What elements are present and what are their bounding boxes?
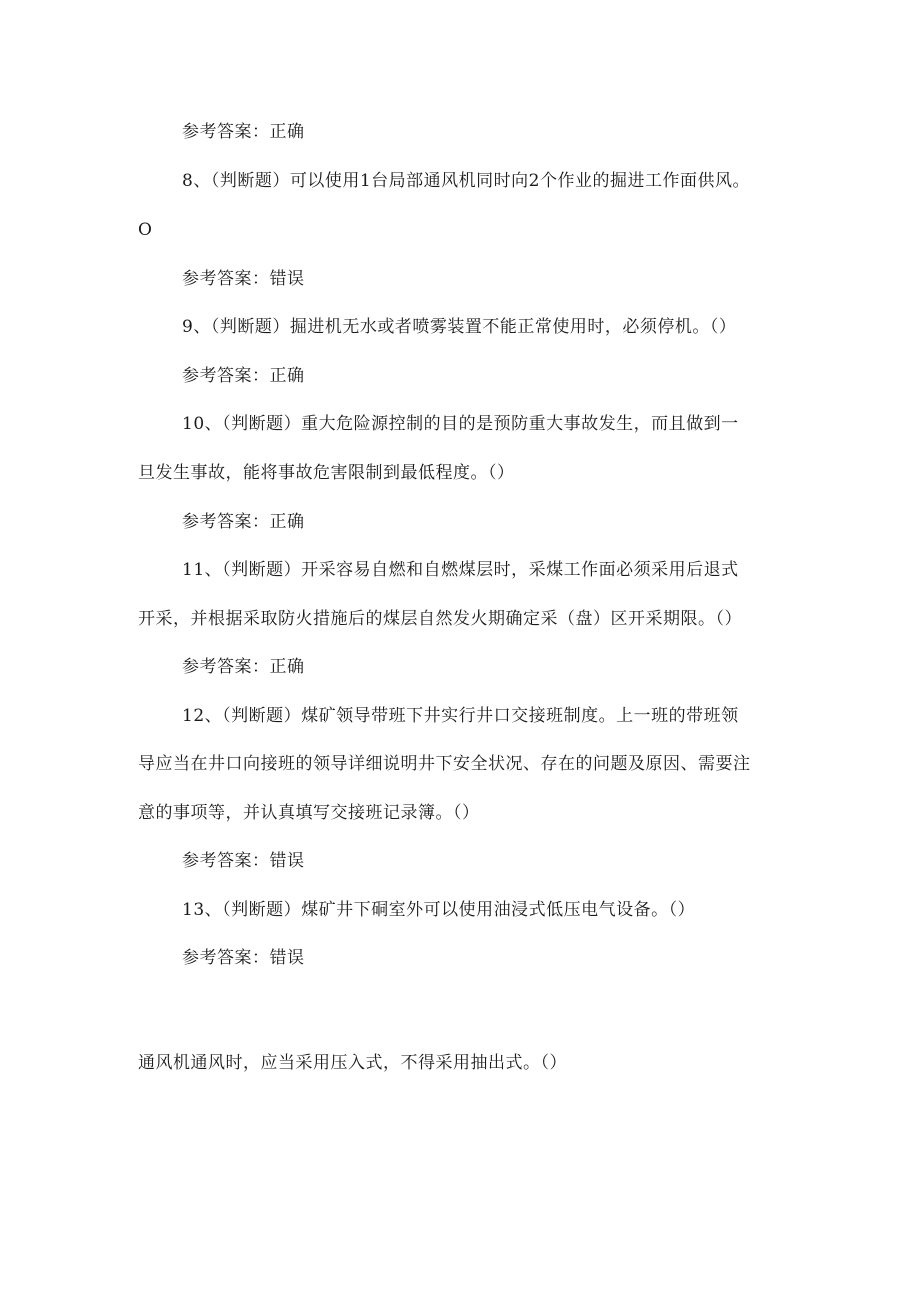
question-12-line-2: 导应当在井口向接班的领导详细说明井下安全状况、存在的问题及原因、需要注: [138, 754, 751, 774]
question-10-line-2: 旦发生事故，能将事故危害限制到最低程度。（）: [138, 463, 515, 483]
answer-line-7: 参考答案：正确: [182, 122, 305, 142]
answer-line-12: 参考答案：错误: [182, 851, 305, 871]
question-11-line-2: 开采，并根据采取防火措施后的煤层自然发火期确定采（盘）区开采期限。（）: [138, 609, 742, 629]
question-13-line-1: 13、（判断题）煤矿井下硐室外可以使用油浸式低压电气设备。（）: [182, 900, 696, 920]
question-10-line-1: 10、（判断题）重大危险源控制的目的是预防重大事故发生，而且做到一: [182, 414, 739, 434]
answer-line-11: 参考答案：正确: [182, 657, 305, 677]
answer-line-8: 参考答案：错误: [182, 269, 305, 289]
question-9-line-1: 9、（判断题）掘进机无水或者喷雾装置不能正常使用时，必须停机。（）: [182, 317, 737, 337]
question-12-line-1: 12、（判断题）煤矿领导带班下井实行井口交接班制度。上一班的带班领: [182, 706, 739, 726]
question-fragment-line: 通风机通风时，应当采用压入式，不得采用抽出式。（）: [138, 1053, 567, 1073]
question-11-line-1: 11、（判断题）开采容易自燃和自燃煤层时，采煤工作面必须采用后退式: [182, 560, 739, 580]
question-12-line-3: 意的事项等，并认真填写交接班记录簿。（）: [138, 803, 480, 823]
answer-line-9: 参考答案：正确: [182, 366, 305, 386]
answer-line-13: 参考答案：错误: [182, 948, 305, 968]
question-8-line-2: O: [138, 220, 153, 240]
question-8-line-1: 8、（判断题）可以使用1台局部通风机同时向2个作业的掘进工作面供风。: [182, 171, 750, 191]
answer-line-10: 参考答案：正确: [182, 512, 305, 532]
